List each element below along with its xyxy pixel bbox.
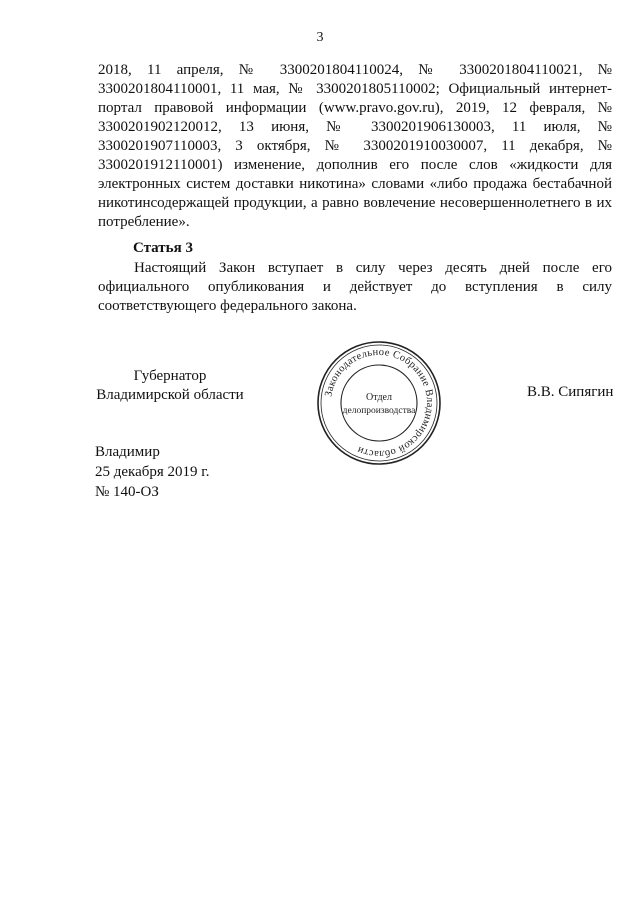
signatory-title-line-2: Владимирской области [96, 387, 244, 403]
signing-details [95, 442, 210, 502]
stamp-center-line-1: Отдел [366, 392, 392, 403]
article-heading: Статья 3 [133, 240, 193, 256]
signatory-title-line-1: Губернатор [133, 368, 207, 384]
official-stamp [315, 339, 443, 467]
body-paragraph-1: 2018, 11 апреля, № 3300201804110024, № 3300201804110021, № 3300201804110001, 11 мая, № 3300201805110002; Официальный интернет-портал правовой информации (www.pravo.gov.ru), 2019, 12 февраля, № 3300201902120012, 13 июня, № 3300201906130003, 11 июля, № 3300201907110003, 3 октября, № 3300201910030007, 11 декабря, № 3300201912110001) изменение, дополнив его после слов «жидкости для электронных систем доставки никотина» словами «либо продажа бестабачной никотинсодержащей продукции, а равно вовлечение несовершеннолетнего в их потребление». [98, 62, 612, 230]
signing-date: 25 декабря 2019 г. [95, 464, 210, 480]
stamp-center-line-2: делопроизводства [342, 406, 416, 416]
signing-city: Владимир [95, 444, 160, 460]
page-number: 3 [316, 30, 324, 45]
signatory-title [95, 367, 245, 405]
signatory-name: В.В. Сипягин [527, 384, 614, 400]
stamp-ring-text: Законодательное Собрание Владимирской области [323, 346, 436, 460]
body-paragraph-2: Настоящий Закон вступает в силу через десять дней после его официального опубликования и действует до вступления в силу соответствующего федерального закона. [98, 260, 612, 314]
law-number: № 140-ОЗ [95, 484, 159, 500]
